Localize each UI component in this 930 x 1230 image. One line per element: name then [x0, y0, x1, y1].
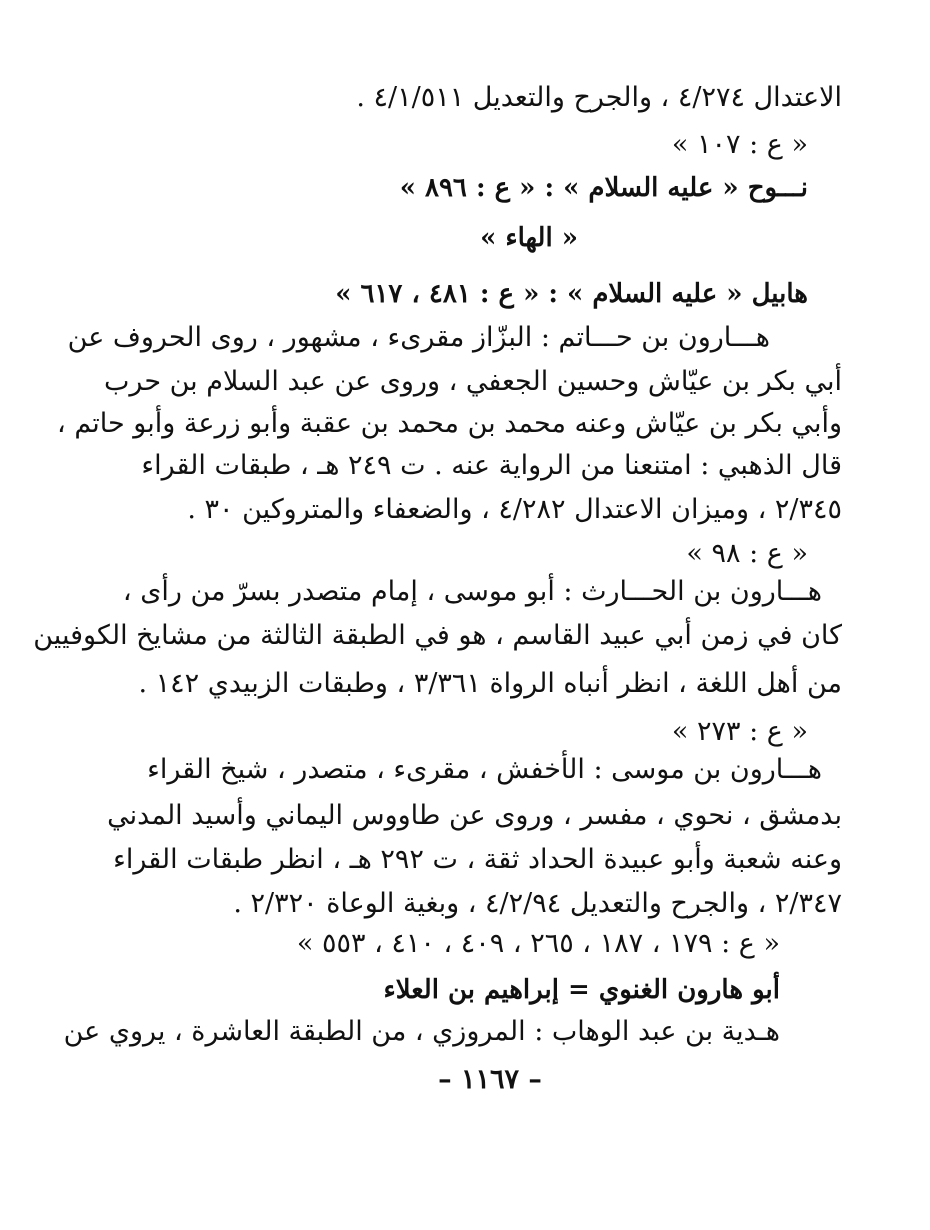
entry-harun-bin-al-harith-line-3: من أهل اللغة ، انظر أنباه الرواة ٣/٣٦١ ، وطبقات الزبيدي ١٤٢ .	[138, 668, 842, 699]
entry-harun-bin-musa-line-2: بدمشق ، نحوي ، مفسر ، وروى عن طاووس اليماني وأسيد المدني	[107, 800, 842, 831]
entry-harun-bin-hatim-line-1: هـــارون بن حـــاتم : البزّاز مقرىء ، مشهور ، روى الحروف عن	[67, 322, 770, 353]
entry-harun-bin-hatim-line-3: وأبي بكر بن عيّاش وعنه محمد بن محمد بن عقبة وأبو زرعة وأبو حاتم ،	[57, 408, 842, 439]
entry-harun-bin-hatim-line-4: قال الذهبي : امتنعنا من الرواية عنه . ت ٢٤٩ هـ ، طبقات القراء	[141, 450, 842, 481]
entry-hadiyya-line-1: هـدية بن عبد الوهاب : المروزي ، من الطبقة العاشرة ، يروي عن	[63, 1016, 780, 1047]
entry-harun-bin-musa-line-1: هـــارون بن موسى : الأخفش ، مقرىء ، متصدر ، شيخ القراء	[147, 754, 822, 785]
entry-harun-bin-hatim-line-2: أبي بكر بن عيّاش وحسين الجعفي ، وروى عن عبد السلام بن حرب	[104, 366, 842, 397]
page-number: – ١١٦٧ –	[438, 1064, 542, 1095]
entry-harun-bin-musa-ref: « ع : ١٧٩ ، ١٨٧ ، ٢٦٥ ، ٤٠٩ ، ٤١٠ ، ٥٥٣ »	[296, 928, 780, 959]
text-line-1: الاعتدال ٤/٢٧٤ ، والجرح والتعديل ٤/١/٥١١ .	[356, 82, 842, 113]
entry-abu-harun-al-ghanawi: أبو هارون الغنوي = إبراهيم بن العلاء	[383, 975, 780, 1005]
entry-harun-bin-musa-line-3: وعنه شعبة وأبو عبيدة الحداد ثقة ، ت ٢٩٢ هـ ، انظر طبقات القراء	[113, 844, 842, 875]
entry-harun-bin-musa-line-4: ٢/٣٤٧ ، والجرح والتعديل ٤/٢/٩٤ ، وبغية الوعاة ٢/٣٢٠ .	[233, 888, 842, 919]
text-line-2: « ع : ١٠٧ »	[671, 129, 808, 160]
entry-heading-habil: هابيل « عليه السلام » : « ع : ٤٨١ ، ٦١٧ »	[335, 279, 808, 309]
entry-harun-bin-al-harith-line-1: هـــارون بن الحـــارث : أبو موسى ، إمام متصدر بسرّ من رأى ،	[122, 576, 822, 607]
entry-heading-nuh: نـــوح « عليه السلام » : « ع : ٨٩٦ »	[399, 173, 808, 203]
entry-harun-bin-hatim-line-5: ٢/٣٤٥ ، وميزان الاعتدال ٤/٢٨٢ ، والضعفاء والمتروكين ٣٠ .	[187, 494, 842, 525]
entry-harun-bin-hatim-ref: « ع : ٩٨ »	[686, 538, 808, 569]
entry-harun-bin-al-harith-ref: « ع : ٢٧٣ »	[671, 716, 808, 747]
entry-harun-bin-al-harith-line-2: كان في زمن أبي عبيد القاسم ، هو في الطبقة الثالثة من مشايخ الكوفيين	[33, 620, 842, 651]
section-heading-haa: « الهاء »	[480, 223, 578, 253]
